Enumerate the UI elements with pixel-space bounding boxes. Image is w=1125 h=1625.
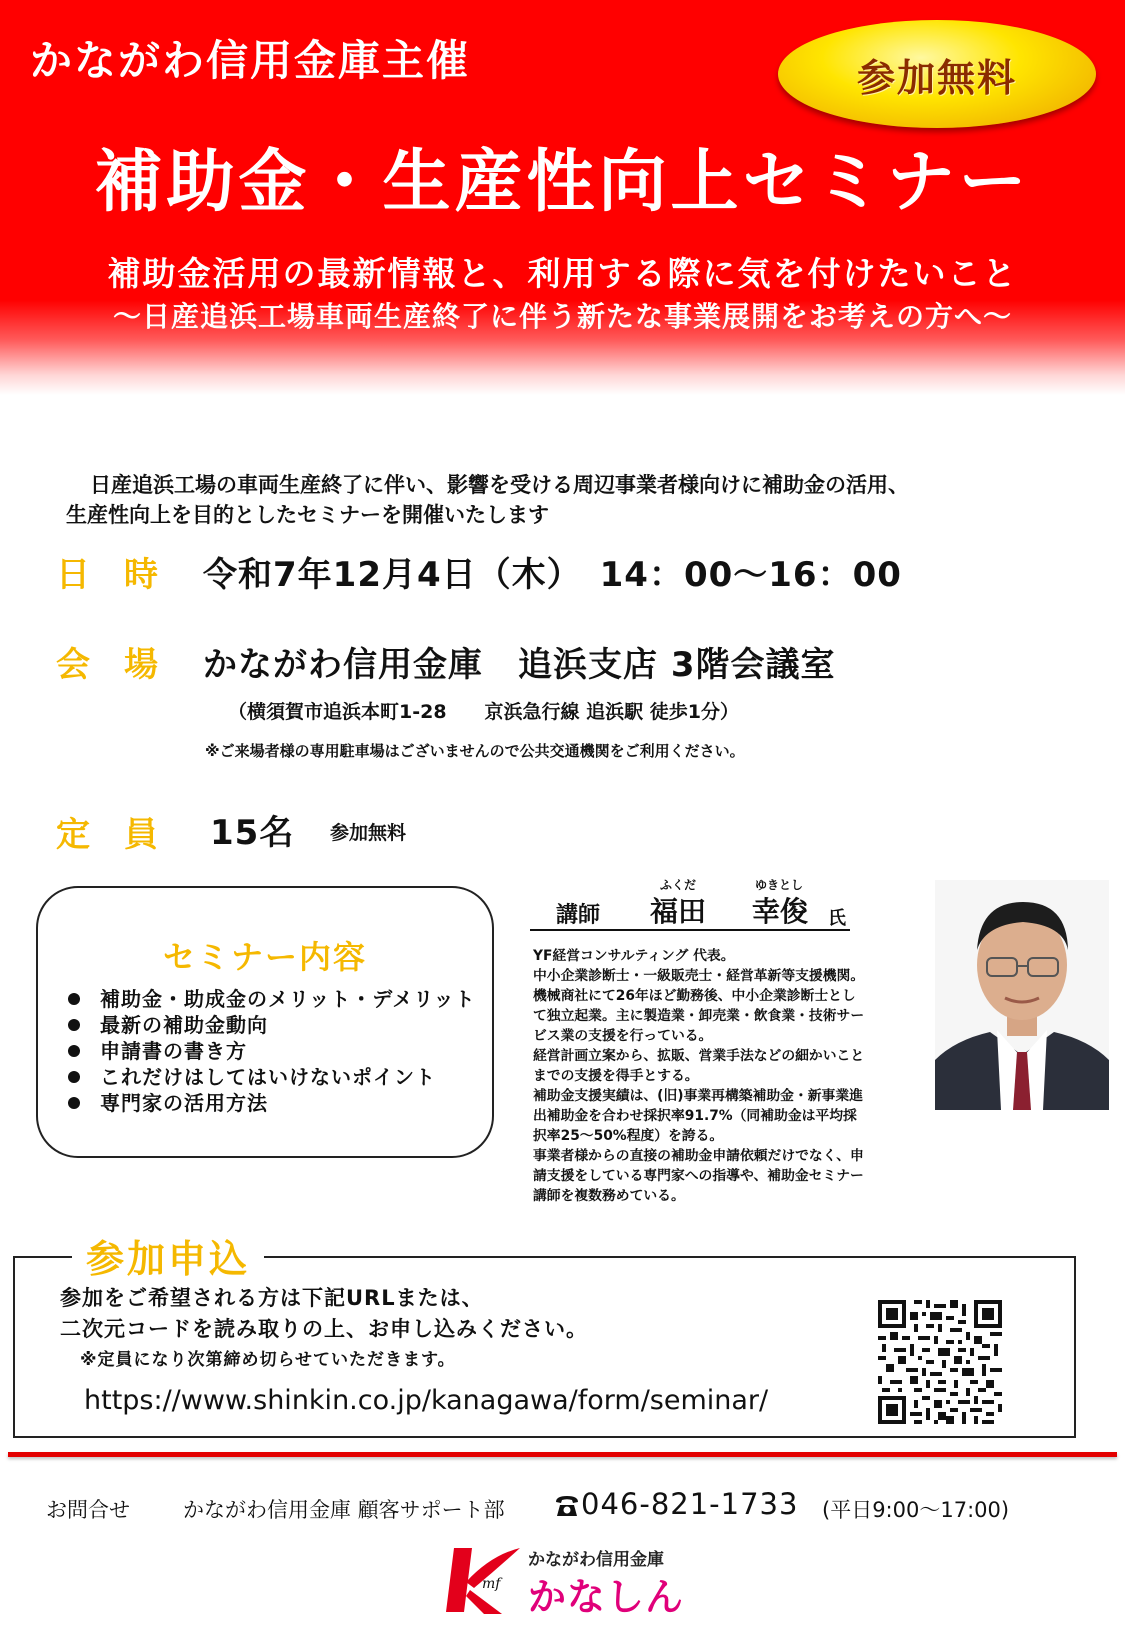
bio-line: 中小企業診断士・一級販売士・経営革新等支援機関。: [533, 968, 865, 984]
bullet-icon: [68, 1045, 80, 1057]
list-item: 申請書の書き方: [68, 1038, 476, 1064]
application-deadline-note: ※定員になり次第締め切らせていただきます。: [80, 1350, 456, 1370]
lecturer-bio: [533, 946, 933, 1206]
bio-line: までの支援を得手とする。: [533, 1068, 699, 1084]
seminar-contents-list: [68, 986, 476, 1116]
intro-line-2: 生産性向上を目的としたセミナーを開催いたします: [66, 503, 549, 527]
phone-icon: [553, 1493, 581, 1519]
lecturer-given-name: 幸俊: [752, 895, 809, 928]
contact-organization: かながわ信用金庫 顧客サポート部: [183, 1498, 505, 1522]
seminar-subtitle: 補助金活用の最新情報と、利用する際に気を付けたいこと: [107, 254, 1018, 293]
free-admission-badge-label: 参加無料: [856, 55, 1017, 100]
logo-company-name: かながわ信用金庫: [528, 1550, 664, 1570]
parking-note: ※ご来場者様の専用駐車場はございませんので公共交通機関をご利用ください。: [205, 742, 745, 760]
bullet-icon: [68, 1071, 80, 1083]
venue-value: かながわ信用金庫 追浜支店 3階会議室: [203, 645, 836, 685]
bio-line: 事業者様からの直接の補助金申請依頼だけでなく、申: [533, 1148, 864, 1164]
bullet-icon: [68, 1019, 80, 1031]
seminar-title: 補助金・生産性向上セミナー: [94, 143, 1031, 222]
bio-line: 経営計画立案から、拡販、営業手法などの細かいこと: [533, 1048, 865, 1064]
bio-line: て独立起業。主に製造業・卸売業・飲食業・技術サー: [533, 1008, 865, 1024]
capacity-note: 参加無料: [330, 822, 407, 844]
lecturer-portrait-illustration: [935, 880, 1109, 1110]
lecturer-honorific: 氏: [828, 908, 846, 929]
lecturer-underline: [530, 929, 850, 931]
bio-line: 請支援をしている専門家への指導や、補助金セミナー: [533, 1168, 864, 1184]
contact-label: お問合せ: [46, 1498, 130, 1522]
list-item: これだけはしてはいけないポイント: [68, 1064, 476, 1090]
footer-divider: [8, 1452, 1117, 1457]
list-item: 補助金・助成金のメリット・デメリット: [68, 986, 476, 1012]
bio-line: 機械商社にて26年ほど勤務後、中小企業診断士とし: [533, 988, 856, 1004]
date-value: 令和7年12月4日（木） 14：00～16：00: [203, 555, 902, 595]
lecturer-photo: [935, 880, 1109, 1110]
list-item: 最新の補助金動向: [68, 1012, 476, 1038]
organizer-text: かながわ信用金庫主催: [30, 36, 471, 85]
lecturer-given-ruby: ゆきとし: [755, 878, 804, 892]
bio-line: 択率25～50%程度）を誇る。: [533, 1128, 724, 1144]
logo-mark-text: mf: [482, 1576, 501, 1592]
capacity-value: 15名: [210, 813, 295, 853]
lecturer-family-name: 福田: [650, 895, 707, 928]
application-instructions: [60, 1283, 588, 1345]
capacity-label: 定員: [56, 815, 192, 855]
application-title: 参加申込: [86, 1237, 251, 1281]
bio-line: 補助金支援実績は、(旧)事業再構築補助金・新事業進: [533, 1088, 863, 1104]
date-label: 日時: [56, 555, 192, 595]
bio-line: 出補助金を合わせ採択率91.7%（同補助金は平均採: [533, 1108, 857, 1124]
application-title-wrap: [72, 1228, 264, 1283]
bio-line: ビス業の支援を行っている。: [533, 1028, 713, 1044]
intro-line-1: 日産追浜工場の車両生産終了に伴い、影響を受ける周辺事業者様向けに補助金の活用、: [90, 473, 909, 497]
lecturer-family-ruby: ふくだ: [660, 878, 697, 892]
bio-line: YF経営コンサルティング 代表。: [533, 948, 735, 964]
bio-line: 講師を複数務めている。: [533, 1188, 685, 1204]
contact-phone-number[interactable]: 046-821-1733: [581, 1487, 799, 1521]
application-line-1: 参加をご希望される方は下記URLまたは、: [60, 1286, 484, 1310]
seminar-contents-box: [36, 886, 494, 1158]
list-item: 専門家の活用方法: [68, 1090, 476, 1116]
kanashin-logo-mark: [446, 1540, 521, 1620]
free-admission-badge: [778, 20, 1096, 128]
qr-code-icon: [878, 1300, 1002, 1424]
lecturer-role: 講師: [556, 903, 601, 928]
logo-brand-name: かなしん: [528, 1575, 685, 1619]
application-url-link[interactable]: https://www.shinkin.co.jp/kanagawa/form/seminar/: [84, 1385, 769, 1416]
contact-hours: (平日9:00～17:00): [822, 1498, 1010, 1522]
seminar-contents-title: セミナー内容: [162, 938, 367, 976]
intro-paragraph: [66, 470, 1076, 530]
bullet-icon: [68, 1097, 80, 1109]
venue-address: （横須賀市追浜本町1-28 京浜急行線 追浜駅 徒歩1分）: [228, 701, 739, 723]
bullet-icon: [68, 993, 80, 1005]
seminar-target-audience: ～日産追浜工場車両生産終了に伴う新たな事業展開をお考えの方へ～: [112, 300, 1012, 333]
qr-code[interactable]: [878, 1300, 1002, 1424]
venue-label: 会場: [56, 645, 192, 685]
application-line-2: 二次元コードを読み取りの上、お申し込みください。: [60, 1317, 588, 1341]
